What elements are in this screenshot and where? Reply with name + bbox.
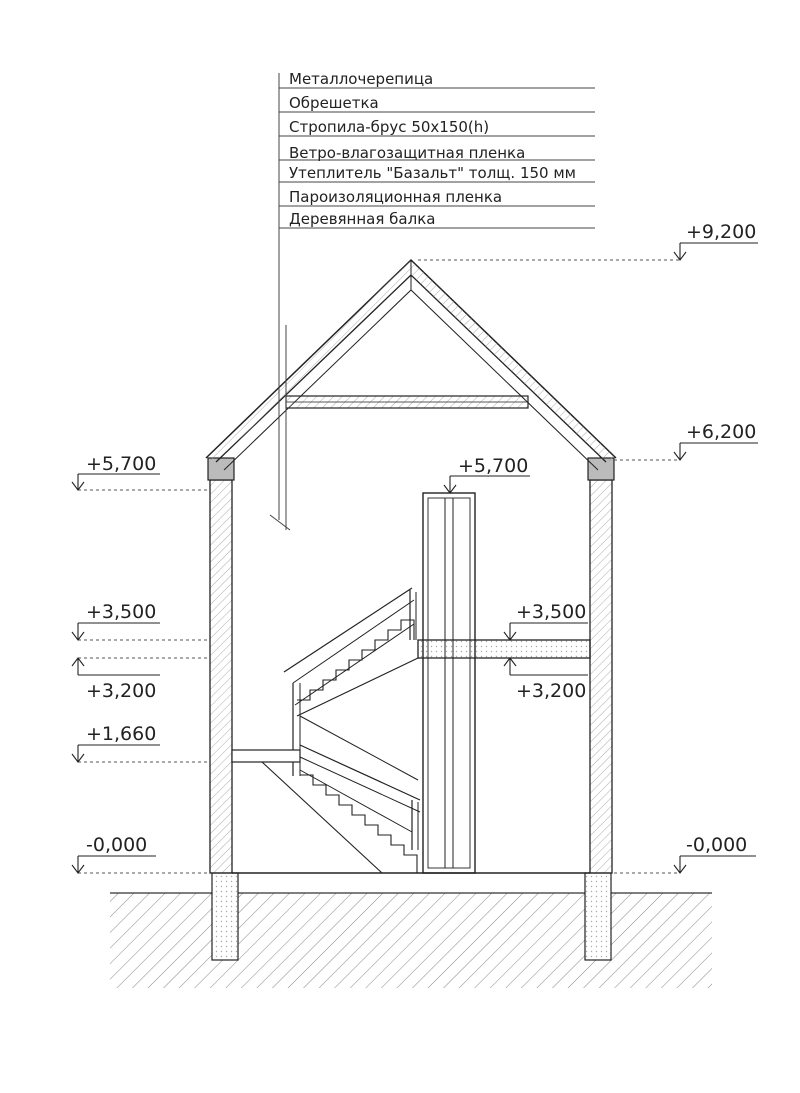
roof-layer-label: Утеплитель "Базальт" толщ. 150 мм <box>289 164 576 182</box>
roof-layer-label: Металлочерепица <box>289 70 434 88</box>
staircase <box>232 588 420 873</box>
elevation-label: -0,000 <box>686 834 748 856</box>
rail-lower-top <box>300 745 420 800</box>
elevation-label: +3,500 <box>86 601 157 623</box>
walls <box>208 458 614 873</box>
elevation-landing <box>72 723 208 762</box>
elevation-eave-right <box>614 421 758 460</box>
roof-layers-callout <box>270 73 595 530</box>
elevation-label: +5,700 <box>86 453 157 475</box>
elevation-ground-left <box>72 834 208 873</box>
roof-layer-label: Стропила-брус 50х150(h) <box>289 118 490 136</box>
elevation-label: -0,000 <box>86 834 148 856</box>
elevation-label: +6,200 <box>686 421 757 443</box>
elevation-ridge <box>418 221 758 260</box>
roof-layer-label: Пароизоляционная пленка <box>289 188 503 206</box>
elevation-label: +3,200 <box>86 680 157 702</box>
wall-right <box>590 480 612 873</box>
elevation-label: +9,200 <box>686 221 757 243</box>
elevation-ground-right <box>614 834 756 873</box>
roof-layer-labels <box>289 70 576 228</box>
wall-plate-left <box>208 458 234 480</box>
roof-inner-line <box>216 275 606 462</box>
wall-left <box>210 480 232 873</box>
column-inner <box>428 498 470 868</box>
elevation-post-top <box>444 455 530 493</box>
column-outer <box>423 493 475 873</box>
elevation-label: +3,500 <box>516 601 587 623</box>
ground <box>110 893 712 988</box>
elevation-label: +3,200 <box>516 680 587 702</box>
foundation-left-fill <box>212 873 238 960</box>
interior-column <box>423 493 475 873</box>
roof <box>206 260 616 470</box>
slab-right <box>418 640 590 658</box>
callout-tick <box>270 515 290 530</box>
rail-upper-top-2 <box>293 600 414 683</box>
wall-plate-right <box>588 458 614 480</box>
stair-upper-soffit <box>297 658 418 716</box>
stair-lower-soffit <box>262 762 382 873</box>
elevation-floor2-left <box>72 601 208 702</box>
roof-vapour-line <box>224 290 598 470</box>
second-floor-slab <box>418 640 590 658</box>
elevation-label: +5,700 <box>458 455 529 477</box>
stair-landing <box>232 750 300 762</box>
roof-layer-label: Обрешетка <box>289 94 379 112</box>
rail-upper-bottom <box>295 624 414 705</box>
rail-mid-diagonal <box>300 716 418 780</box>
foundation-right-fill <box>585 873 611 960</box>
roof-layer-label: Ветро-влагозащитная пленка <box>289 144 526 162</box>
ground-hatch <box>110 893 712 988</box>
elevation-eave-left <box>72 453 208 490</box>
roof-layer-label: Деревянная балка <box>289 210 436 228</box>
stair-lower-steps <box>300 775 417 873</box>
elevation-label: +1,660 <box>86 723 157 745</box>
